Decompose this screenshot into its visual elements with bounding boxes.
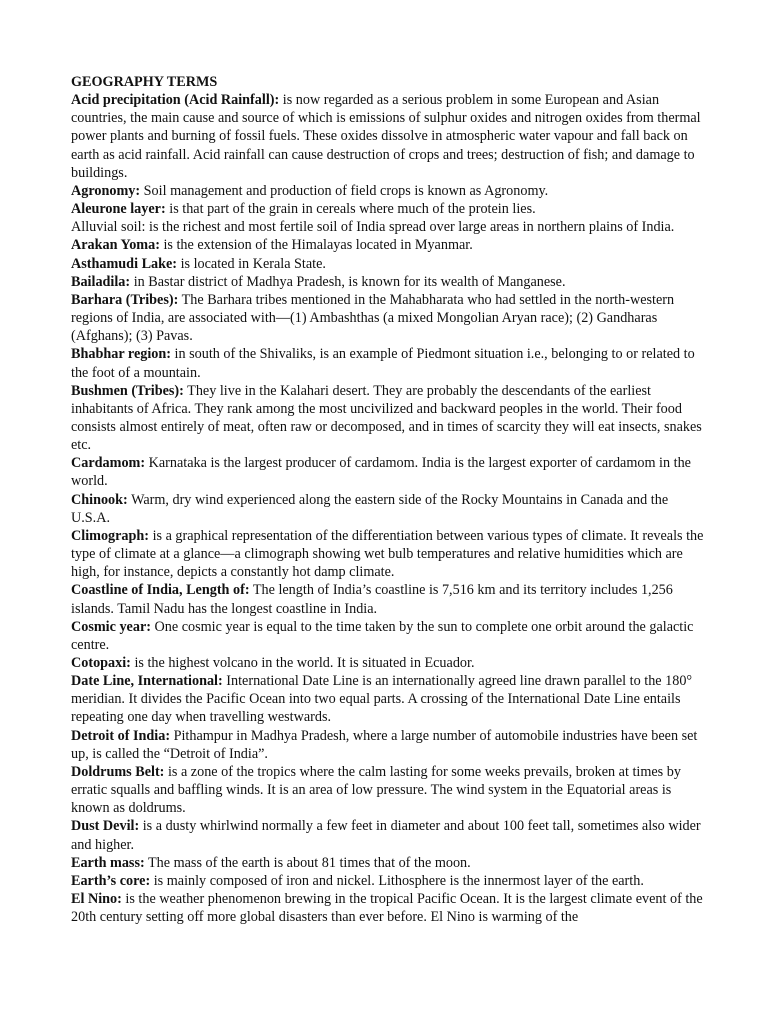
document-page	[71, 73, 705, 926]
entry-term: Bushmen (Tribes):	[71, 382, 184, 399]
glossary-entry	[71, 218, 705, 236]
glossary-entry	[71, 255, 705, 273]
entry-term: Barhara (Tribes):	[71, 291, 179, 308]
entry-definition: One cosmic year is equal to the time taken by the sun to complete one orbit around the galactic centre.	[71, 618, 694, 653]
entry-term: Date Line, International:	[71, 673, 223, 690]
entry-definition: Karnataka is the largest producer of cardamom. India is the largest exporter of cardamom in the world.	[71, 455, 691, 490]
glossary-entry	[71, 872, 705, 890]
entry-definition: Warm, dry wind experienced along the eastern side of the Rocky Mountains in Canada and the U.S.A.	[71, 491, 669, 526]
entry-definition: The mass of the earth is about 81 times that of the moon.	[148, 854, 471, 871]
glossary-entry	[71, 345, 705, 381]
entry-definition: is the extension of the Himalayas located in Myanmar.	[163, 237, 473, 254]
glossary-entry	[71, 763, 705, 817]
entry-term: Bailadila:	[71, 273, 131, 290]
entry-term: Coastline of India, Length of:	[71, 582, 250, 599]
glossary-entry	[71, 91, 705, 182]
entry-definition: is the highest volcano in the world. It is situated in Ecuador.	[134, 655, 475, 671]
glossary-entry	[71, 727, 705, 763]
entry-term: Aleurone layer:	[71, 201, 166, 218]
entry-definition: is now regarded as a serious problem in some European and Asian countries, the main cause and source of which is emissions of sulphur oxides and nitrogen oxides from thermal power plants and burning of fossil fuels. These oxides dissolve in atmospheric water vapour and fall back on earth as acid rainfall. Acid rainfall can cause destruction of crops and trees; destruction of fish; and damage to buildings.	[71, 92, 701, 181]
entry-term: Asthamudi Lake:	[71, 255, 178, 272]
glossary-entry	[71, 817, 705, 853]
entry-term: Arakan Yoma:	[71, 237, 160, 254]
entry-term: Doldrums Belt:	[71, 763, 165, 780]
entry-definition: is located in Kerala State.	[180, 255, 326, 272]
entry-term: Earth mass:	[71, 854, 145, 871]
entry-definition: is a dusty whirlwind normally a few feet in diameter and about 100 feet tall, sometimes also wider and higher.	[71, 818, 701, 853]
entry-term: Chinook:	[71, 491, 128, 508]
entry-definition: in Bastar district of Madhya Pradesh, is known for its wealth of Manganese.	[133, 273, 566, 290]
glossary-entry	[71, 672, 705, 726]
entry-term: Climograph:	[71, 527, 150, 544]
glossary-list	[71, 91, 705, 926]
entry-term: Acid precipitation (Acid Rainfall):	[71, 92, 280, 109]
entry-term: Earth’s core:	[71, 872, 151, 889]
entry-definition: in south of the Shivaliks, is an example of Piedmont situation i.e., belonging to or related to the foot of a mountain.	[71, 346, 695, 381]
entry-definition: International Date Line is an internationally agreed line drawn parallel to the 180° meridian. It divides the Pacific Ocean into two equal parts. A crossing of the International Date Line entails repeating one day when travelling westwards.	[71, 673, 693, 726]
document-title: GEOGRAPHY TERMS	[71, 74, 218, 90]
entry-definition: They live in the Kalahari desert. They are probably the descendants of the earliest inhabitants of Africa. They rank among the most uncivilized and backward peoples in the world. Their food consists almost entirely of meat, often raw or decomposed, and in times of scarcity they will eat insects, snakes etc.	[71, 382, 702, 454]
entry-definition: The Barhara tribes mentioned in the Mahabharata who had settled in the north-western regions of India, are associated with—(1) Ambashthas (a mixed Mongolian Aryan race); (2) Gandharas (Afghans); (3) Pavas.	[71, 291, 675, 345]
entry-term: Agronomy:	[71, 182, 141, 199]
entry-term: Cosmic year:	[71, 618, 151, 635]
glossary-entry	[71, 618, 705, 654]
entry-definition: Pithampur in Madhya Pradesh, where a large number of automobile industries have been set up, is called the “Detroit of India”.	[71, 727, 698, 762]
glossary-entry	[71, 890, 705, 926]
glossary-entry	[71, 527, 705, 581]
entry-definition: Soil management and production of field crops is known as Agronomy.	[143, 182, 549, 199]
glossary-entry	[71, 236, 705, 254]
glossary-entry	[71, 454, 705, 490]
entry-definition: is mainly composed of iron and nickel. Lithosphere is the innermost layer of the earth.	[153, 872, 644, 889]
entry-term: El Nino:	[71, 891, 122, 908]
entry-term: Bhabhar region:	[71, 346, 171, 363]
glossary-entry	[71, 200, 705, 218]
glossary-entry	[71, 382, 705, 455]
glossary-entry	[71, 291, 705, 345]
glossary-entry	[71, 581, 705, 617]
entry-term: Cotopaxi:	[71, 655, 131, 671]
entry-definition: Alluvial soil: is the richest and most fertile soil of India spread over large areas in northern plains of India.	[71, 219, 675, 236]
entry-definition: is a graphical representation of the differentiation between various types of climate. It reveals the type of climate at a glance—a climograph showing wet bulb temperatures and relative humidities which are high, for instance, depicts a constantly hot damp climate.	[71, 527, 704, 581]
entry-term: Dust Devil:	[71, 818, 140, 835]
glossary-entry	[71, 654, 705, 672]
entry-definition: is a zone of the tropics where the calm lasting for some weeks prevails, broken at times by erratic squalls and baffling winds. It is an area of low pressure. The wind system in the Equatorial areas is known as doldrums.	[71, 763, 681, 817]
glossary-entry	[71, 182, 705, 200]
entry-term: Cardamom:	[71, 455, 146, 472]
entry-term: Detroit of India:	[71, 727, 171, 744]
glossary-entry	[71, 273, 705, 291]
entry-definition: is the weather phenomenon brewing in the tropical Pacific Ocean. It is the largest climate event of the 20th century setting off more global disasters than ever before. El Nino is warming of the	[71, 891, 703, 926]
glossary-entry	[71, 854, 705, 872]
entry-definition: The length of India’s coastline is 7,516 km and its territory includes 1,256 islands. Tamil Nadu has the longest coastline in India.	[71, 582, 673, 617]
entry-definition: is that part of the grain in cereals where much of the protein lies.	[169, 201, 536, 218]
glossary-entry	[71, 491, 705, 527]
